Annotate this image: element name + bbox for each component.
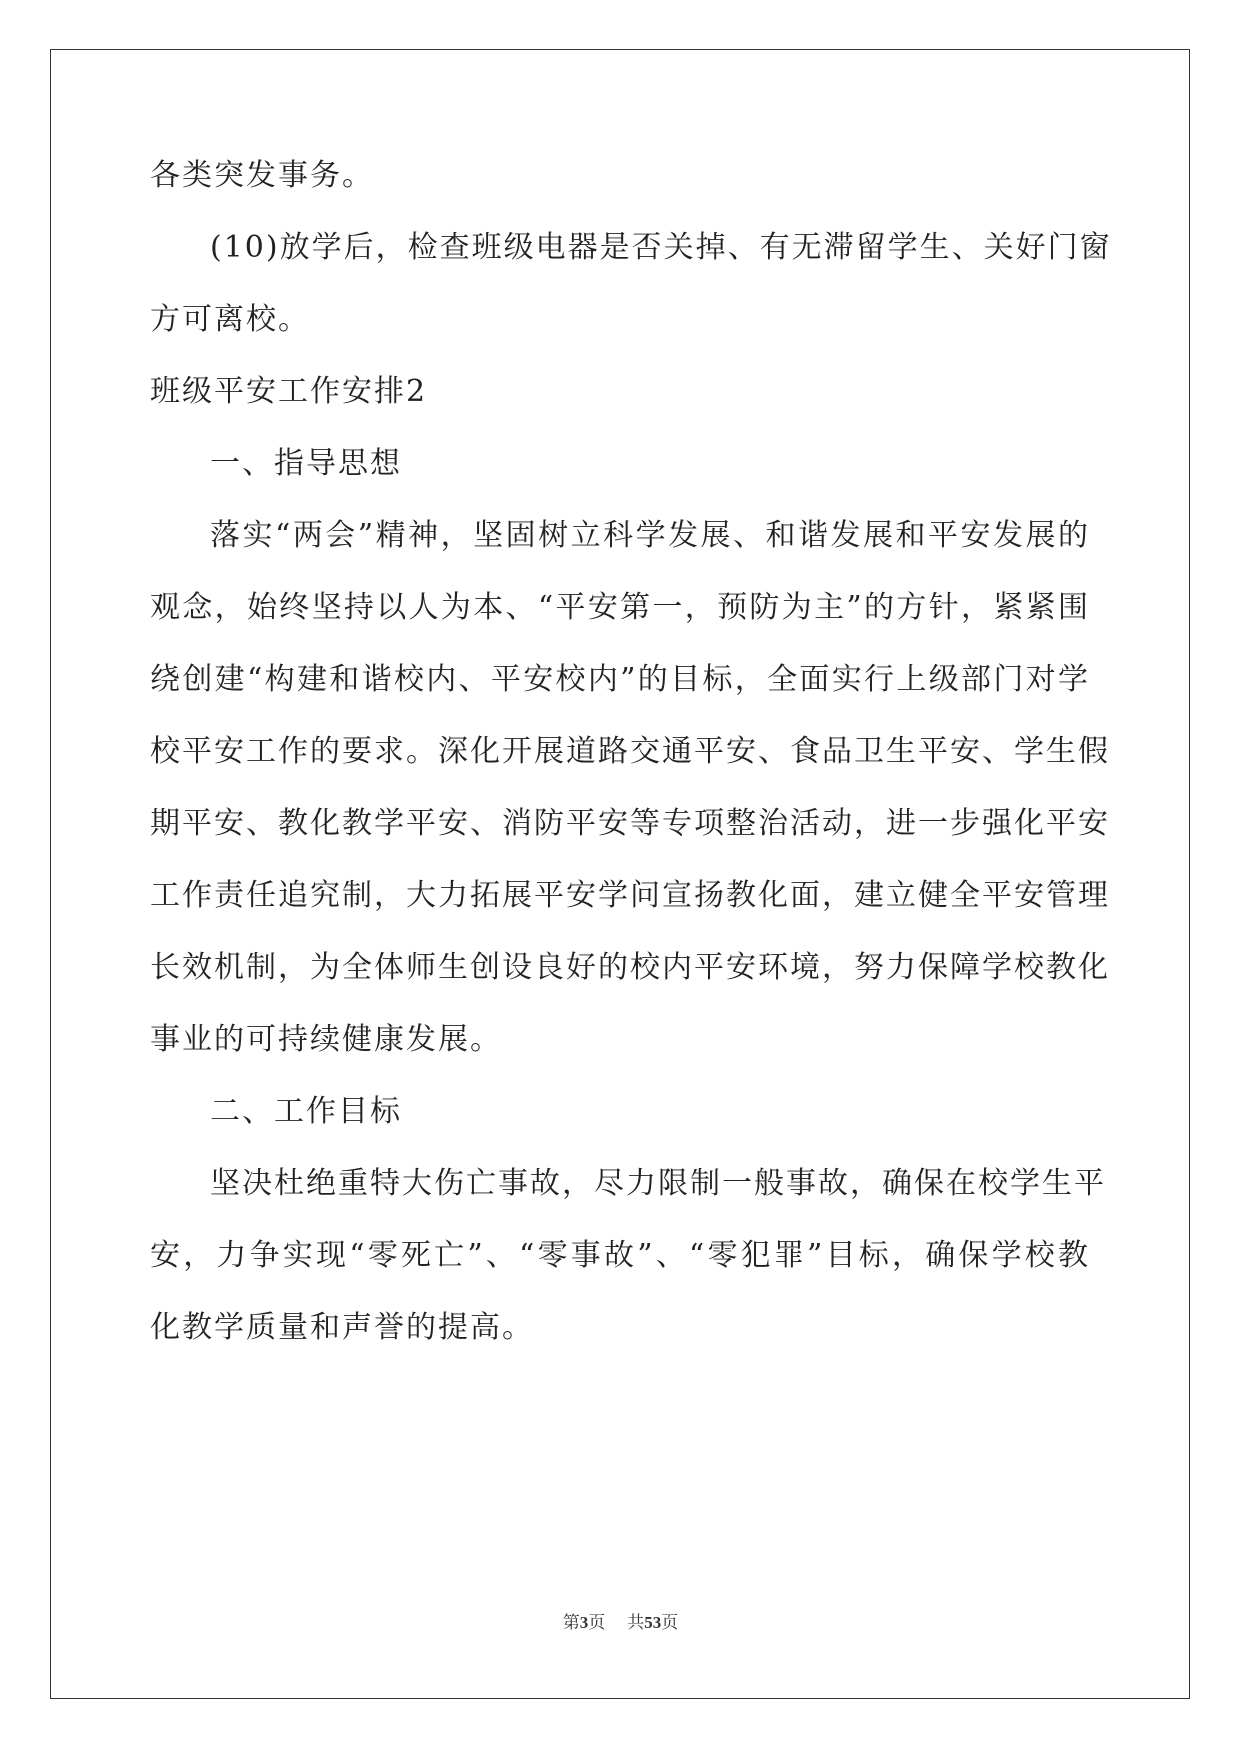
text-line: 长效机制，为全体师生创设良好的校内平安环境，努力保障学校教化 <box>150 950 1110 985</box>
section-title: 班级平安工作安排2 <box>150 374 428 409</box>
text-line: (10)放学后，检查班级电器是否关掉、有无滞留学生、关好门窗 <box>210 230 1112 265</box>
text-line: 观念，始终坚持以人为本、“平安第一，预防为主”的方针，紧紧围 <box>150 590 1090 625</box>
total-pages-number: 53 <box>644 1613 662 1632</box>
text-line: 校平安工作的要求。深化开展道路交通平安、食品卫生平安、学生假 <box>150 734 1110 769</box>
text-line: 事业的可持续健康发展。 <box>150 1022 502 1057</box>
text-line: 工作责任追究制，大力拓展平安学问宣扬教化面，建立健全平安管理 <box>150 878 1110 913</box>
section-heading: 一、指导思想 <box>210 446 402 481</box>
footer-total-prefix: 共 <box>627 1613 645 1632</box>
page-footer <box>0 1612 1241 1634</box>
footer-prefix: 第 <box>562 1613 580 1632</box>
text-line: 方可离校。 <box>150 302 310 337</box>
current-page-number: 3 <box>579 1613 589 1632</box>
text-line: 落实“两会”精神，坚固树立科学发展、和谐发展和平安发展的 <box>210 518 1090 553</box>
text-line: 绕创建“构建和谐校内、平安校内”的目标，全面实行上级部门对学 <box>150 662 1090 697</box>
text-line: 各类突发事务。 <box>150 158 374 193</box>
footer-total-unit: 页 <box>661 1613 679 1632</box>
text-line: 安，力争实现“零死亡”、“零事故”、“零犯罪”目标，确保学校教 <box>150 1238 1090 1273</box>
text-line: 坚决杜绝重特大伤亡事故，尽力限制一般事故，确保在校学生平 <box>210 1166 1106 1201</box>
text-line: 化教学质量和声誉的提高。 <box>150 1310 534 1345</box>
text-line: 期平安、教化教学平安、消防平安等专项整治活动，进一步强化平安 <box>150 806 1110 841</box>
page-border <box>50 49 1190 1699</box>
section-heading: 二、工作目标 <box>210 1094 402 1129</box>
footer-page-unit: 页 <box>588 1613 606 1632</box>
